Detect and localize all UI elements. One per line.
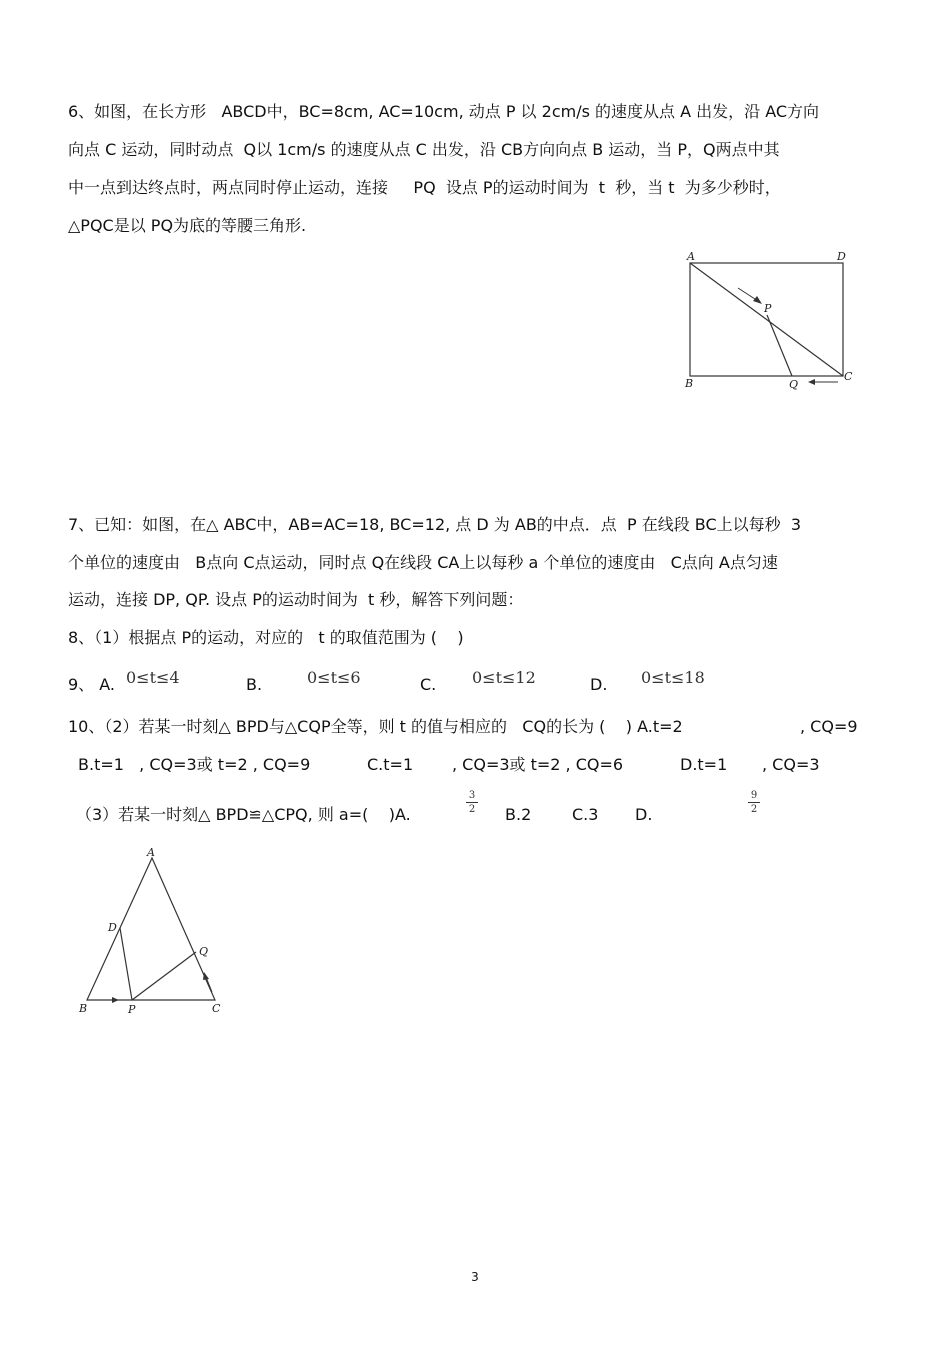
q8-line: 8、（1）根据点 P的运动，对应的 t 的取值范围为 ( ) <box>68 628 464 647</box>
triangle-figure <box>70 845 240 1020</box>
q7-line-3: 运动，连接 DP, QP. 设点 P的运动时间为 t 秒，解答下列问题： <box>68 590 524 609</box>
q11-option-c: C.3 <box>572 805 599 824</box>
page-number: 3 <box>471 1270 479 1284</box>
label-c: C <box>212 1002 221 1015</box>
arrow-bp-head <box>112 997 119 1003</box>
diagonal-ac <box>690 263 843 376</box>
q10-option-d: D.t=1 <box>680 755 728 774</box>
q6-line-2: 向点 C 运动，同时动点 Q以 1cm/s 的速度从点 C 出发，沿 CB方向向点 B 运动，当 P，Q两点中其 <box>68 140 780 159</box>
q7-line-1: 7、已知：如图，在△ ABC中，AB=AC=18, BC=12, 点 D 为 AB的中点．点 P 在线段 BC上以每秒 3 <box>68 515 802 534</box>
q9-option-a: 0≤t≤4 <box>126 668 180 687</box>
q11-text: （3）若某一时刻△ BPD≌△CPQ, 则 a=( )A. <box>76 805 411 824</box>
label-c: C <box>844 370 853 383</box>
q6-line-4: △PQC是以 PQ为底的等腰三角形. <box>68 216 307 235</box>
label-p: P <box>764 302 772 315</box>
label-p: P <box>128 1003 136 1016</box>
q6-line-3: 中一点到达终点时，两点同时停止运动，连接 PQ 设点 P的运动时间为 t 秒，当 t 为多少秒时， <box>68 178 781 197</box>
q10-option-b: B.t=1 , CQ=3或 t=2 , CQ=9 <box>78 755 311 774</box>
q6-line-1: 6、如图，在长方形 ABCD中，BC=8cm, AC=10cm, 动点 P 以 2cm/s 的速度从点 A 出发，沿 AC方向 <box>68 102 820 121</box>
label-b: B <box>79 1002 88 1015</box>
arrow-p-head <box>753 296 762 304</box>
q11-fraction-a-num: 3 <box>468 790 476 801</box>
q11-fraction-a-den: 2 <box>468 804 476 815</box>
q9-label-d: D. <box>590 675 608 694</box>
label-a: A <box>147 846 155 859</box>
q9-prefix: 9、 A. <box>68 675 116 694</box>
q10-line-1a: 10、（2）若某一时刻△ BPD与△CQP全等，则 t 的值与相应的 CQ的长为 ( ) A.t=2 <box>68 717 683 736</box>
q9-option-d: 0≤t≤18 <box>641 668 705 687</box>
segment-pq <box>132 952 196 1000</box>
label-q: Q <box>789 378 799 391</box>
q10-option-d-cont: , CQ=3 <box>762 755 820 774</box>
q10-line-1b: , CQ=9 <box>800 717 858 736</box>
label-b: B <box>685 377 694 390</box>
q10-option-c-cont: , CQ=3或 t=2 , CQ=6 <box>452 755 624 774</box>
segment-dp <box>120 928 132 1000</box>
q11-option-d: D. <box>635 805 653 824</box>
q9-option-c: 0≤t≤12 <box>472 668 536 687</box>
q11-fraction-d-den: 2 <box>750 804 758 815</box>
label-d: D <box>108 921 117 934</box>
q10-option-c: C.t=1 <box>367 755 414 774</box>
q9-label-c: C. <box>420 675 437 694</box>
rectangle-figure <box>680 245 860 395</box>
label-q: Q <box>199 945 209 958</box>
label-d: D <box>837 250 846 263</box>
triangle-abc <box>87 858 215 1000</box>
q7-line-2: 个单位的速度由 B点向 C点运动，同时点 Q在线段 CA上以每秒 a 个单位的速度由 C点向 A点匀速 <box>68 553 778 572</box>
segment-pq <box>767 315 792 376</box>
q11-fraction-d-num: 9 <box>750 790 758 801</box>
label-a: A <box>687 250 695 263</box>
arrow-cq-head <box>203 972 209 980</box>
arrow-q-head <box>808 379 815 385</box>
q11-fraction-a <box>464 790 480 815</box>
q11-option-b: B.2 <box>505 805 532 824</box>
q9-label-b: B. <box>246 675 263 694</box>
q9-option-b: 0≤t≤6 <box>307 668 361 687</box>
q11-fraction-d <box>746 790 762 815</box>
